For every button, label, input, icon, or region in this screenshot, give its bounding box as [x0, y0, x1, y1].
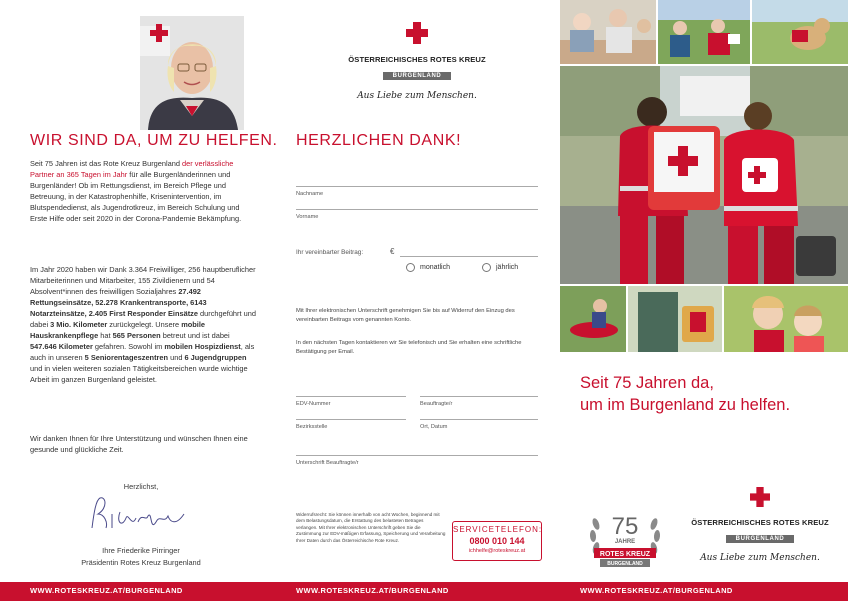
district-field[interactable]	[296, 419, 406, 420]
children-photo	[724, 286, 848, 352]
lastname-field[interactable]	[296, 186, 538, 187]
yearly-label: jährlich	[496, 264, 519, 271]
signature-label: Unterschrift Beauftragte/r	[296, 460, 359, 466]
greeting: Herzlichst,	[123, 482, 159, 491]
privacy-text: Widerrufsrecht: Sie können innerhalb von acht Wochen, beginnend mit dem Belastungsdatum, die Erstattung des belasteten Betrages verlangen. Mit Ihrer elektronischen Unterschrift geben Sie die Zustimmung zur EDV-mäßigen Erfassung, Speicherung und Verarbeitung Ihrer Daten durch das Österreichische Rote Kreuz.	[296, 512, 446, 543]
consent-text: Mit Ihrer elektronischen Unterschrift genehmigen Sie bis auf Widerruf den Einzug des vereinbarten Beitrags vom genannten Konto.	[296, 308, 515, 323]
intro-paragraph: Seit 75 Jahren ist das Rote Kreuz Burgenland der verlässliche Partner an 365 Tagen im Jahr für alle Burgenländerinnen und Burgenländer! Ob im Rettungsdienst, im Bereich Pflege und Betreuung, in der Katastrophenhilfe, Krisenintervention, im Blutspendedienst, als Jugendrotkreuz, im Bereich Schulung und Erste Hilfe oder seit 2020 in der Corona-Pandemie Bekämpfung.	[30, 159, 242, 223]
paramedics-photo	[560, 66, 848, 284]
org-name-footer: ÖSTERREICHISCHES ROTES KREUZ	[691, 518, 829, 527]
org-region: BURGENLAND	[383, 72, 452, 80]
contribution-label: Ihr vereinbarter Beitrag:	[296, 249, 364, 256]
service-email[interactable]: ichhelfe@roteskreuz.at	[468, 548, 526, 554]
tagline-line-2: um im Burgenland zu helfen.	[580, 396, 791, 414]
left-headline: WIR SIND DA, UM ZU HELFEN.	[30, 132, 278, 149]
president-portrait	[140, 16, 244, 130]
contribution-field[interactable]	[400, 256, 538, 257]
org-region-footer: BURGENLAND	[726, 535, 795, 543]
monthly-radio[interactable]	[406, 263, 415, 272]
red-cross-icon	[406, 22, 428, 44]
badge-word: JAHRE	[614, 539, 636, 545]
lastname-label: Nachname	[296, 191, 324, 197]
rescue-dog-photo	[752, 0, 848, 64]
statistics-paragraph: Im Jahr 2020 haben wir Dank 3.364 Freiwilliger, 256 hauptberuflicher Mitarbeiterinnen und Mitarbeiter, 155 Zivildienern und 54 Absolvent*innen des freiwilligen Sozialjahres 27.492 Rettungseinsätze, 52.278 Krankentransporte, 6143 Notarzteinsätze, 2.405 First Responder Einsätze durchgeführt und dabei 3 Mio. Kilometer zurückgelegt. Unsere mobile Hauskrankenpflege hat 565 Personen betreut und ist dabei 547.646 Kilometer gefahren. Sowohl im mobilen Hospizdienst, als auch in unseren 5 Seniorentageszentren und 6 Jugendgruppen und in vielen weiteren sozialen Tätigkeitsbereichen wurde wichtige Arbeit im ganzen Burgenland geleistet.	[30, 265, 256, 384]
right-panel	[560, 0, 848, 601]
signature-field[interactable]	[296, 455, 538, 456]
anniversary-tagline	[580, 372, 840, 416]
firstname-field[interactable]	[296, 209, 538, 210]
middle-panel	[282, 0, 560, 601]
service-phone-box	[452, 521, 542, 561]
seniors-photo	[560, 0, 656, 64]
badge-region: BURGENLAND	[607, 561, 643, 567]
signer-name: Ihre Friederike Pirringer	[102, 546, 180, 555]
agent-label: Beauftragte/r	[420, 401, 453, 407]
slogan: Aus Liebe zum Menschen.	[357, 91, 477, 101]
tagline-line-1: Seit 75 Jahren da,	[580, 374, 714, 392]
footer-bar	[0, 582, 848, 601]
signer-title: Präsidentin Rotes Kreuz Burgenland	[81, 558, 201, 567]
contact-text: In den nächsten Tagen kontaktieren wir Sie telefonisch und Sie erhalten eine schriftliche Bestätigung per Email.	[296, 340, 522, 355]
yearly-radio[interactable]	[482, 263, 491, 272]
edv-field[interactable]	[296, 396, 406, 397]
badge-org: ROTES KREUZ	[599, 551, 651, 558]
org-name: ÖSTERREICHISCHES ROTES KREUZ	[348, 55, 486, 64]
footer-url-1[interactable]: WWW.ROTESKREUZ.AT/BURGENLAND	[30, 586, 183, 595]
anniversary-badge	[584, 500, 666, 574]
agent-field[interactable]	[420, 396, 538, 397]
service-label: SERVICETELEFON:	[453, 525, 543, 534]
red-cross-logo-footer	[690, 487, 830, 563]
thanks-paragraph: Wir danken Ihnen für Ihre Unterstützung und wünschen Ihnen eine gesunde und glückliche Zeit.	[30, 434, 248, 454]
red-cross-logo	[337, 22, 497, 101]
left-panel	[0, 0, 282, 601]
badge-number: 75	[611, 513, 639, 540]
volunteer-blood-photo	[628, 286, 722, 352]
firstname-label: Vorname	[296, 214, 319, 220]
thanks-headline: HERZLICHEN DANK!	[296, 132, 462, 149]
outdoor-group-photo	[658, 0, 750, 64]
service-phone[interactable]: 0800 010 144	[469, 536, 525, 546]
place-date-field[interactable]	[420, 419, 538, 420]
district-label: Bezirksstelle	[296, 424, 328, 430]
red-cross-icon	[750, 487, 770, 507]
signature	[86, 492, 196, 538]
first-aid-photo	[560, 286, 626, 352]
monthly-label: monatlich	[420, 264, 450, 271]
place-date-label: Ort, Datum	[420, 424, 448, 430]
footer-url-2[interactable]: WWW.ROTESKREUZ.AT/BURGENLAND	[296, 586, 449, 595]
footer-url-3[interactable]: WWW.ROTESKREUZ.AT/BURGENLAND	[580, 586, 733, 595]
edv-label: EDV-Nummer	[296, 401, 331, 407]
slogan-footer: Aus Liebe zum Menschen.	[700, 553, 820, 563]
currency-symbol: €	[390, 247, 395, 256]
